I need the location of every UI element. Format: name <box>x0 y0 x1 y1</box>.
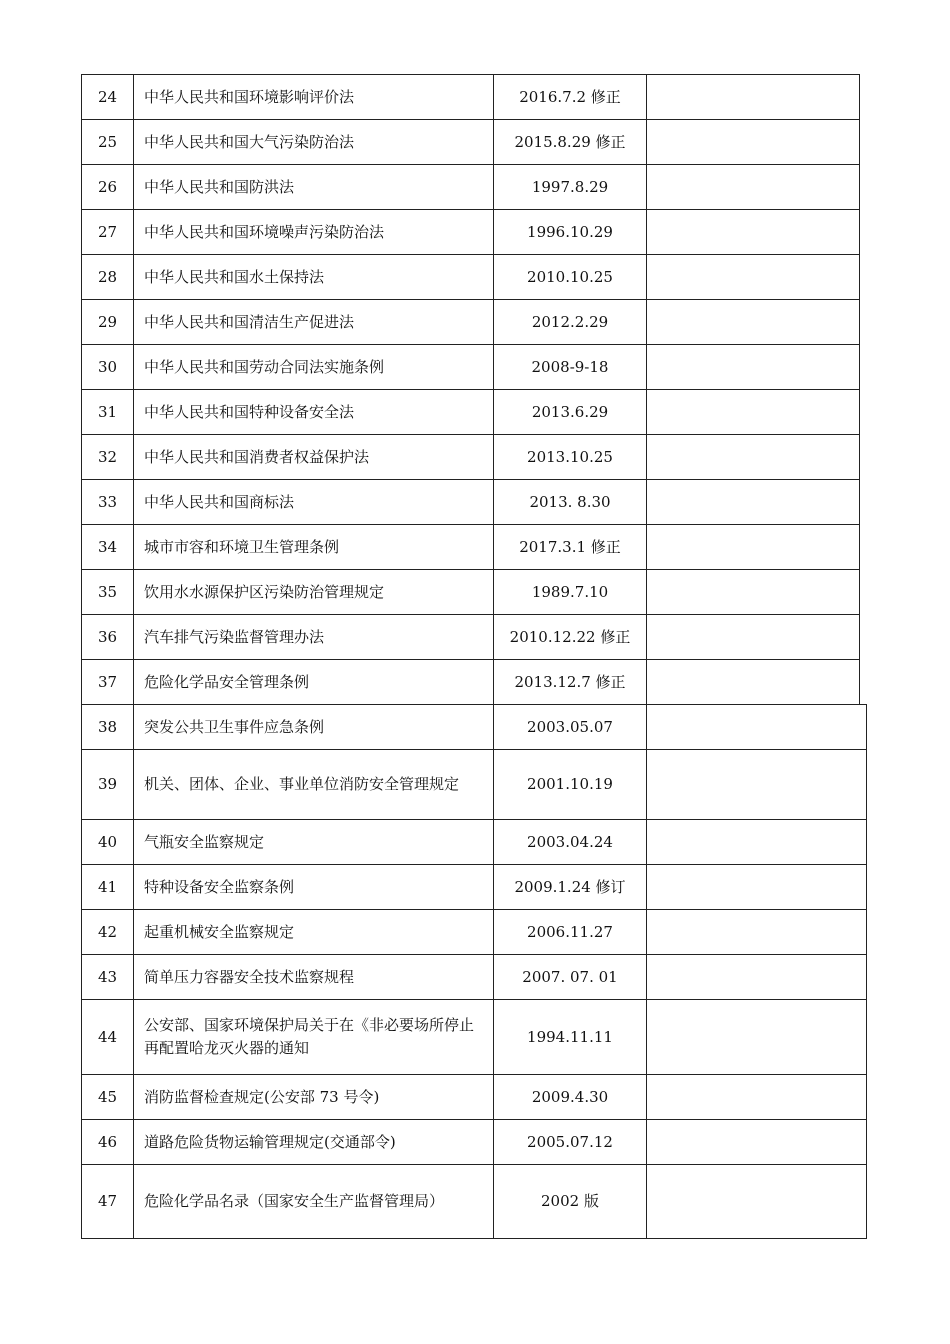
note-cell <box>646 389 860 434</box>
note-cell <box>646 819 867 864</box>
row-number: 45 <box>81 1074 133 1119</box>
regulation-name: 汽车排气污染监督管理办法 <box>133 614 493 659</box>
note-cell <box>646 1119 867 1164</box>
note-cell <box>646 299 860 344</box>
regulation-name: 中华人民共和国环境噪声污染防治法 <box>133 209 493 254</box>
note-cell <box>646 909 867 954</box>
row-number: 24 <box>81 74 133 119</box>
row-number: 41 <box>81 864 133 909</box>
regulation-date: 2013.10.25 <box>493 434 646 479</box>
row-number: 39 <box>81 749 133 819</box>
regulation-date: 2010.12.22 修正 <box>493 614 646 659</box>
regulation-date: 1994.11.11 <box>493 999 646 1074</box>
regulation-date: 2001.10.19 <box>493 749 646 819</box>
note-cell <box>646 704 867 749</box>
table-row <box>81 704 867 749</box>
regulation-date: 2013.12.7 修正 <box>493 659 646 704</box>
regulation-name: 气瓶安全监察规定 <box>133 819 493 864</box>
row-number: 27 <box>81 209 133 254</box>
table-row <box>81 999 867 1074</box>
regulation-date: 2010.10.25 <box>493 254 646 299</box>
note-cell <box>646 1074 867 1119</box>
regulation-name: 突发公共卫生事件应急条例 <box>133 704 493 749</box>
regulation-date: 1996.10.29 <box>493 209 646 254</box>
regulation-date: 2016.7.2 修正 <box>493 74 646 119</box>
row-number: 43 <box>81 954 133 999</box>
regulation-name: 中华人民共和国商标法 <box>133 479 493 524</box>
table-row <box>81 1164 867 1239</box>
table-row <box>81 659 867 704</box>
regulation-date: 2013. 8.30 <box>493 479 646 524</box>
table-row <box>81 524 867 569</box>
row-number: 32 <box>81 434 133 479</box>
row-number: 29 <box>81 299 133 344</box>
regulation-date: 2007. 07. 01 <box>493 954 646 999</box>
note-cell <box>646 209 860 254</box>
row-number: 36 <box>81 614 133 659</box>
row-number: 34 <box>81 524 133 569</box>
regulation-name: 公安部、国家环境保护局关于在《非必要场所停止再配置哈龙灭火器的通知 <box>133 999 493 1074</box>
table-row <box>81 749 867 819</box>
row-number: 40 <box>81 819 133 864</box>
regulation-date: 2015.8.29 修正 <box>493 119 646 164</box>
table-row <box>81 299 867 344</box>
regulation-name: 简单压力容器安全技术监察规程 <box>133 954 493 999</box>
note-cell <box>646 659 860 704</box>
regulation-date: 2013.6.29 <box>493 389 646 434</box>
regulation-date: 2003.05.07 <box>493 704 646 749</box>
table-row <box>81 1074 867 1119</box>
note-cell <box>646 524 860 569</box>
regulation-date: 2006.11.27 <box>493 909 646 954</box>
regulation-name: 中华人民共和国水土保持法 <box>133 254 493 299</box>
regulation-name: 中华人民共和国环境影响评价法 <box>133 74 493 119</box>
note-cell <box>646 569 860 614</box>
note-cell <box>646 254 860 299</box>
regulation-date: 2017.3.1 修正 <box>493 524 646 569</box>
table-row <box>81 479 867 524</box>
regulation-date: 2002 版 <box>493 1164 646 1238</box>
note-cell <box>646 614 860 659</box>
regulation-name: 中华人民共和国劳动合同法实施条例 <box>133 344 493 389</box>
row-number: 33 <box>81 479 133 524</box>
regulation-date: 1997.8.29 <box>493 164 646 209</box>
row-number: 26 <box>81 164 133 209</box>
regulation-name: 消防监督检查规定(公安部 73 号令) <box>133 1074 493 1119</box>
regulation-name: 中华人民共和国大气污染防治法 <box>133 119 493 164</box>
row-number: 25 <box>81 119 133 164</box>
row-number: 31 <box>81 389 133 434</box>
table-row <box>81 864 867 909</box>
regulation-date: 2012.2.29 <box>493 299 646 344</box>
table-part-1 <box>81 74 867 704</box>
regulation-name: 起重机械安全监察规定 <box>133 909 493 954</box>
regulation-date: 2009.1.24 修订 <box>493 864 646 909</box>
regulation-name: 机关、团体、企业、事业单位消防安全管理规定 <box>133 749 493 819</box>
regulation-name: 中华人民共和国消费者权益保护法 <box>133 434 493 479</box>
row-number: 44 <box>81 999 133 1074</box>
table-row <box>81 909 867 954</box>
regulation-name: 道路危险货物运输管理规定(交通部令) <box>133 1119 493 1164</box>
regulations-table <box>81 74 867 1239</box>
regulation-name: 特种设备安全监察条例 <box>133 864 493 909</box>
regulation-date: 1989.7.10 <box>493 569 646 614</box>
note-cell <box>646 999 867 1074</box>
table-row <box>81 569 867 614</box>
note-cell <box>646 479 860 524</box>
row-number: 35 <box>81 569 133 614</box>
regulation-name: 危险化学品安全管理条例 <box>133 659 493 704</box>
note-cell <box>646 1164 867 1238</box>
note-cell <box>646 74 860 119</box>
note-cell <box>646 119 860 164</box>
regulation-date: 2008-9-18 <box>493 344 646 389</box>
table-row <box>81 819 867 864</box>
note-cell <box>646 954 867 999</box>
note-cell <box>646 164 860 209</box>
row-number: 30 <box>81 344 133 389</box>
note-cell <box>646 749 867 819</box>
row-number: 42 <box>81 909 133 954</box>
note-cell <box>646 344 860 389</box>
row-number: 46 <box>81 1119 133 1164</box>
table-row <box>81 344 867 389</box>
table-row <box>81 209 867 254</box>
regulation-date: 2009.4.30 <box>493 1074 646 1119</box>
regulation-name: 中华人民共和国防洪法 <box>133 164 493 209</box>
row-number: 37 <box>81 659 133 704</box>
table-row <box>81 119 867 164</box>
note-cell <box>646 864 867 909</box>
table-row <box>81 254 867 299</box>
regulation-name: 中华人民共和国特种设备安全法 <box>133 389 493 434</box>
regulation-name: 饮用水水源保护区污染防治管理规定 <box>133 569 493 614</box>
table-row <box>81 614 867 659</box>
table-row <box>81 74 867 119</box>
regulation-name: 危险化学品名录（国家安全生产监督管理局） <box>133 1164 493 1238</box>
table-part-2 <box>81 704 867 1239</box>
regulation-date: 2005.07.12 <box>493 1119 646 1164</box>
row-number: 28 <box>81 254 133 299</box>
regulation-name: 中华人民共和国清洁生产促进法 <box>133 299 493 344</box>
note-cell <box>646 434 860 479</box>
regulation-name: 城市市容和环境卫生管理条例 <box>133 524 493 569</box>
table-row <box>81 1119 867 1164</box>
table-row <box>81 954 867 999</box>
row-number: 38 <box>81 704 133 749</box>
table-row <box>81 434 867 479</box>
regulation-date: 2003.04.24 <box>493 819 646 864</box>
table-row <box>81 164 867 209</box>
table-row <box>81 389 867 434</box>
row-number: 47 <box>81 1164 133 1238</box>
